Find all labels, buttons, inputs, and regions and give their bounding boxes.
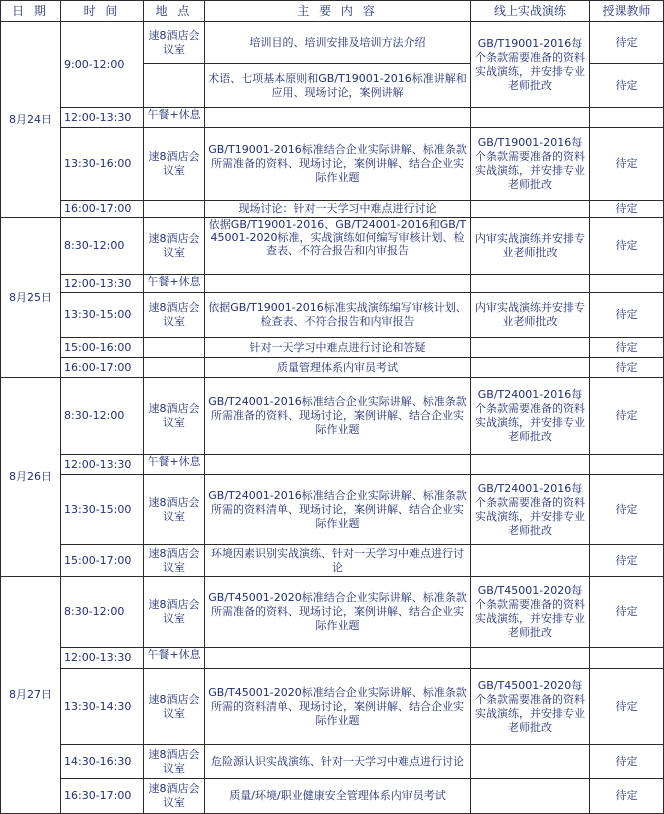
- online-practice-cell: [471, 779, 590, 814]
- location-cell: [144, 201, 205, 218]
- time-cell: 16:00-17:00: [61, 358, 144, 378]
- table-row: [1, 358, 664, 378]
- time-cell: 12:00-13:30: [61, 648, 144, 669]
- online-practice-cell: GB/T19001-2016每个条款需要准备的资料实战演练，并安排专业老师批改: [471, 128, 590, 201]
- teacher-cell: [590, 648, 664, 669]
- online-practice-cell: [471, 648, 590, 669]
- online-practice-cell: 内审实战演练并安排专业老师批改: [471, 218, 590, 275]
- teacher-cell: 待定: [590, 378, 664, 455]
- content-cell: [205, 275, 471, 293]
- table-row: [1, 218, 664, 275]
- table-row: [1, 545, 664, 577]
- table-row: [1, 22, 664, 64]
- time-cell: 13:30-16:00: [61, 128, 144, 201]
- location-cell: 午餐+休息: [144, 108, 205, 128]
- online-practice-cell: GB/T45001-2020每个条款需要准备的资料实战演练，并安排专业老师批改: [471, 669, 590, 745]
- online-practice-cell: [471, 455, 590, 475]
- location-cell: 午餐+休息: [144, 275, 205, 293]
- content-cell: 质量/环境/职业健康安全管理体系内审员考试: [205, 779, 471, 814]
- teacher-cell: [590, 455, 664, 475]
- teacher-cell: 待定: [590, 669, 664, 745]
- teacher-cell: [590, 275, 664, 293]
- time-cell: 8:30-12:00: [61, 218, 144, 275]
- content-cell: 依据GB/T19001-2016标准实战演练编写审核计划、检查表、不符合报告和内审报告: [205, 293, 471, 338]
- day-date: 8月24日: [1, 22, 61, 218]
- time-cell: 13:30-15:00: [61, 475, 144, 545]
- content-cell: 针对一天学习中难点进行讨论和答疑: [205, 338, 471, 358]
- content-cell: [205, 108, 471, 128]
- table-row: [1, 475, 664, 545]
- teacher-cell: 待定: [590, 358, 664, 378]
- online-practice-cell: [471, 545, 590, 577]
- table-row: [1, 338, 664, 358]
- content-cell: 现场讨论：针对一天学习中难点进行讨论: [205, 201, 471, 218]
- time-cell: 12:00-13:30: [61, 108, 144, 128]
- online-practice-cell: [471, 745, 590, 779]
- location-cell: [144, 338, 205, 358]
- content-cell: GB/T24001-2016标准结合企业实际讲解、标准条款所需的资料清单、现场讨论，案例讲解、结合企业实际作业题: [205, 475, 471, 545]
- time-cell: 15:00-17:00: [61, 545, 144, 577]
- header-time: 时 间: [61, 1, 144, 22]
- time-cell: 16:00-17:00: [61, 201, 144, 218]
- content-cell: GB/T24001-2016标准结合企业实际讲解、标准条款所需准备的资料、现场讨论，案例讲解、结合企业实际作业题: [205, 378, 471, 455]
- teacher-cell: 待定: [590, 293, 664, 338]
- online-practice-cell: 内审实战演练并安排专业老师批改: [471, 293, 590, 338]
- header-date: 日 期: [1, 1, 61, 22]
- content-cell: GB/T19001-2016标准结合企业实际讲解、标准条款所需准备的资料、现场讨论，案例讲解、结合企业实际作业题: [205, 128, 471, 201]
- content-cell: [205, 455, 471, 475]
- content-cell: 危险源认识实战演练、针对一天学习中难点进行讨论: [205, 745, 471, 779]
- table-row: [1, 293, 664, 338]
- online-practice-cell: [471, 108, 590, 128]
- location-cell: 速8酒店会议室: [144, 545, 205, 577]
- header-location: 地 点: [144, 1, 205, 22]
- table-row: [1, 577, 664, 648]
- location-cell: 速8酒店会议室: [144, 218, 205, 275]
- location-cell: [144, 358, 205, 378]
- online-practice-cell: GB/T24001-2016每个条款需要准备的资料实战演练，并安排专业老师批改: [471, 378, 590, 455]
- time-cell: 14:30-16:30: [61, 745, 144, 779]
- teacher-cell: 待定: [590, 201, 664, 218]
- online-practice-cell: GB/T19001-2016每个条款需要准备的资料实战演练，并安排专业老师批改: [471, 22, 590, 108]
- content-cell: [205, 648, 471, 669]
- table-row: [1, 378, 664, 455]
- teacher-cell: 待定: [590, 475, 664, 545]
- location-cell: 速8酒店会议室: [144, 128, 205, 201]
- location-cell: 速8酒店会议室: [144, 745, 205, 779]
- table-row: [1, 201, 664, 218]
- teacher-cell: 待定: [590, 577, 664, 648]
- location-cell: 速8酒店会议室: [144, 577, 205, 648]
- online-practice-cell: [471, 201, 590, 218]
- content-cell: 依据GB/T19001-2016、GB/T24001-2016和GB/T45001-2020标准，实战演练如何编写审核计划、检查表、不符合报告和内审报告: [205, 218, 471, 275]
- online-practice-cell: [471, 275, 590, 293]
- online-practice-cell: GB/T24001-2016每个条款需要准备的资料实战演练，并安排专业老师批改: [471, 475, 590, 545]
- location-cell: 速8酒店会议室: [144, 669, 205, 745]
- table-row: [1, 648, 664, 669]
- header-content: 主 要 内 容: [205, 1, 471, 22]
- teacher-cell: 待定: [590, 745, 664, 779]
- location-cell: [144, 64, 205, 108]
- online-practice-cell: [471, 338, 590, 358]
- time-cell: 9:00-12:00: [61, 22, 144, 108]
- content-cell: GB/T45001-2020标准结合企业实际讲解、标准条款所需的资料清单、现场讨论，案例讲解、结合企业实际作业题: [205, 669, 471, 745]
- teacher-cell: [590, 108, 664, 128]
- location-cell: 速8酒店会议室: [144, 779, 205, 814]
- location-cell: 速8酒店会议室: [144, 475, 205, 545]
- time-cell: 15:00-16:00: [61, 338, 144, 358]
- time-cell: 8:30-12:00: [61, 577, 144, 648]
- header-row: [1, 1, 664, 22]
- content-cell: GB/T45001-2020标准结合企业实际讲解、标准条款所需准备的资料、现场讨论，案例讲解、结合企业实际作业题: [205, 577, 471, 648]
- day-date: 8月26日: [1, 378, 61, 577]
- table-row: [1, 669, 664, 745]
- location-cell: 速8酒店会议室: [144, 378, 205, 455]
- content-cell: 质量管理体系内审员考试: [205, 358, 471, 378]
- header-teacher: 授课教师: [590, 1, 664, 22]
- location-cell: 速8酒店会议室: [144, 22, 205, 64]
- online-practice-cell: GB/T45001-2020每个条款需要准备的资料实战演练，并安排专业老师批改: [471, 577, 590, 648]
- teacher-cell: 待定: [590, 779, 664, 814]
- teacher-cell: 待定: [590, 218, 664, 275]
- content-cell: 术语、七项基本原则和GB/T19001-2016标准讲解和应用、现场讨论，案例讲解: [205, 64, 471, 108]
- table-row: [1, 108, 664, 128]
- time-cell: 16:30-17:00: [61, 779, 144, 814]
- teacher-cell: 待定: [590, 338, 664, 358]
- teacher-cell: 待定: [590, 22, 664, 64]
- time-cell: 12:00-13:30: [61, 275, 144, 293]
- table-row: [1, 128, 664, 201]
- content-cell: 培训目的、培训安排及培训方法介绍: [205, 22, 471, 64]
- day-date: 8月25日: [1, 218, 61, 378]
- teacher-cell: 待定: [590, 128, 664, 201]
- time-cell: 8:30-12:00: [61, 378, 144, 455]
- teacher-cell: 待定: [590, 545, 664, 577]
- location-cell: 午餐+休息: [144, 648, 205, 669]
- content-cell: 环境因素识别实战演练、针对一天学习中难点进行讨论: [205, 545, 471, 577]
- online-practice-cell: [471, 358, 590, 378]
- table-row: [1, 779, 664, 814]
- table-row: [1, 455, 664, 475]
- day-date: 8月27日: [1, 577, 61, 814]
- header-online-practice: 线上实战演练: [471, 1, 590, 22]
- table-row: [1, 745, 664, 779]
- teacher-cell: 待定: [590, 64, 664, 108]
- table-row: [1, 275, 664, 293]
- location-cell: 速8酒店会议室: [144, 293, 205, 338]
- time-cell: 13:30-14:30: [61, 669, 144, 745]
- location-cell: 午餐+休息: [144, 455, 205, 475]
- time-cell: 12:00-13:30: [61, 455, 144, 475]
- time-cell: 13:30-15:00: [61, 293, 144, 338]
